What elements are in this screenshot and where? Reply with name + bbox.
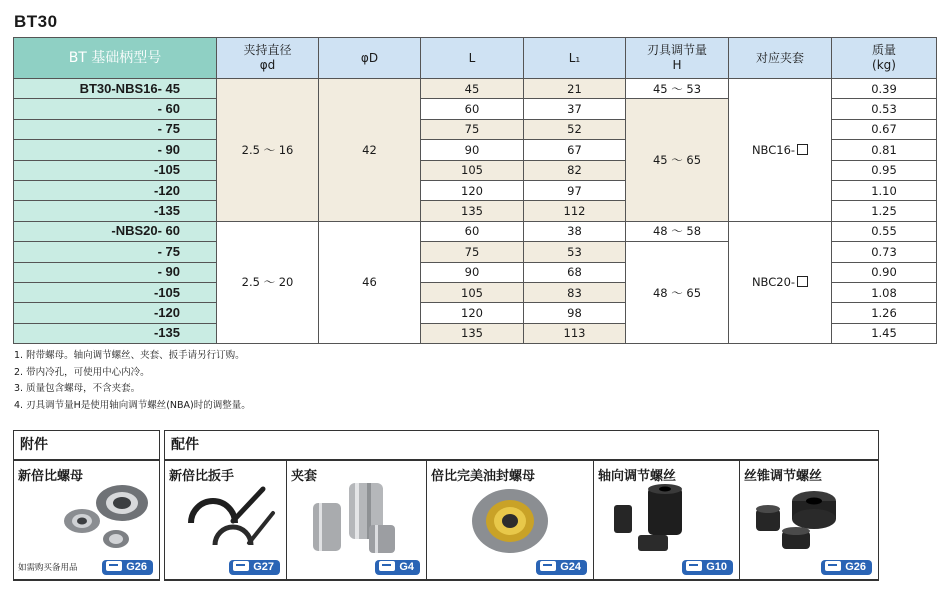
pointing-hand-icon bbox=[106, 561, 122, 571]
L1-cell: 82 bbox=[524, 160, 626, 180]
L-cell: 120 bbox=[421, 180, 524, 200]
mass-cell: 0.90 bbox=[832, 262, 937, 282]
L-cell: 60 bbox=[421, 99, 524, 119]
header-adjust-label: 刃具调节量 bbox=[646, 43, 707, 57]
L-cell: 135 bbox=[421, 201, 524, 221]
clamp-dia-cell: 2.5 〜 16 bbox=[217, 79, 319, 222]
model-cell: -105 bbox=[14, 282, 217, 302]
spare-part-note: 如需购买备用品 bbox=[18, 563, 78, 573]
notes bbox=[14, 348, 251, 414]
ref-badge[interactable] bbox=[102, 560, 153, 575]
header-L: L bbox=[421, 38, 524, 79]
adjust-cell: 45 〜 65 bbox=[626, 99, 729, 221]
model-cell: -135 bbox=[14, 201, 217, 221]
L-cell: 105 bbox=[421, 160, 524, 180]
L-cell: 105 bbox=[421, 282, 524, 302]
mass-cell: 0.73 bbox=[832, 242, 937, 262]
mass-cell: 0.53 bbox=[832, 99, 937, 119]
ref-badge[interactable] bbox=[536, 560, 587, 575]
pointing-hand-icon bbox=[825, 561, 841, 571]
pointing-hand-icon bbox=[540, 561, 556, 571]
mass-cell: 1.26 bbox=[832, 303, 937, 323]
attachments-heading: 附件 bbox=[14, 431, 159, 460]
ref-badge[interactable] bbox=[229, 560, 280, 575]
L1-cell: 38 bbox=[524, 221, 626, 241]
accessories-heading: 配件 bbox=[165, 431, 878, 460]
ref-badge-label: G4 bbox=[399, 561, 414, 573]
ref-badge-label: G10 bbox=[706, 561, 727, 573]
mass-cell: 0.39 bbox=[832, 79, 937, 99]
header-phiD: φD bbox=[319, 38, 421, 79]
L-cell: 45 bbox=[421, 79, 524, 99]
model-cell: - 90 bbox=[14, 262, 217, 282]
collet-label: NBC16- bbox=[751, 142, 796, 157]
header-clamp-dia bbox=[217, 38, 319, 79]
ref-badge-label: G27 bbox=[253, 561, 274, 573]
collet-label: NBC20- bbox=[751, 275, 796, 290]
accessory-item-wrench[interactable] bbox=[164, 460, 287, 580]
accessory-label: 新倍比扳手 bbox=[169, 469, 235, 484]
accessory-label: 丝锥调节螺丝 bbox=[744, 469, 823, 484]
header-mass-unit: (kg) bbox=[872, 58, 896, 72]
accessory-label: 倍比完美油封螺母 bbox=[431, 469, 536, 484]
mass-cell: 0.95 bbox=[832, 160, 937, 180]
L1-cell: 21 bbox=[524, 79, 626, 99]
wrench-image bbox=[171, 483, 281, 555]
attachment-item-label: 新倍比螺母 bbox=[18, 469, 84, 484]
pointing-hand-icon bbox=[379, 561, 395, 571]
L1-cell: 83 bbox=[524, 282, 626, 302]
header-adjust bbox=[626, 38, 729, 79]
model-cell: -135 bbox=[14, 323, 217, 343]
note-2: 2. 带内冷孔，可使用中心内冷。 bbox=[14, 366, 150, 378]
model-cell: -120 bbox=[14, 303, 217, 323]
nut-image bbox=[54, 481, 154, 551]
accessory-item-tap-screw[interactable] bbox=[739, 460, 879, 580]
mass-cell: 1.10 bbox=[832, 180, 937, 200]
header-mass-label: 质量 bbox=[871, 43, 896, 57]
ref-badge[interactable] bbox=[682, 560, 733, 575]
L1-cell: 113 bbox=[524, 323, 626, 343]
ref-badge[interactable] bbox=[375, 560, 420, 575]
mass-cell: 0.81 bbox=[832, 140, 937, 160]
model-cell: - 75 bbox=[14, 119, 217, 139]
pointing-hand-icon bbox=[686, 561, 702, 571]
accessory-item-axial-screw[interactable] bbox=[593, 460, 740, 580]
collet-cell bbox=[729, 79, 832, 222]
header-collet: 对应夹套 bbox=[729, 38, 832, 79]
adjust-cell: 45 〜 53 bbox=[626, 79, 729, 99]
L-cell: 90 bbox=[421, 262, 524, 282]
attachment-item[interactable] bbox=[13, 460, 160, 580]
table-row bbox=[14, 79, 937, 99]
note-3: 3. 质量包含螺母，不含夹套。 bbox=[14, 383, 141, 394]
L1-cell: 97 bbox=[524, 180, 626, 200]
square-icon bbox=[797, 276, 808, 287]
mass-cell: 1.45 bbox=[832, 323, 937, 343]
model-cell: - 75 bbox=[14, 242, 217, 262]
accessory-item-collet[interactable] bbox=[286, 460, 427, 580]
table-header-row bbox=[14, 38, 937, 79]
page-title: BT30 bbox=[14, 12, 58, 31]
adjust-cell: 48 〜 58 bbox=[626, 221, 729, 241]
ref-badge-label: G24 bbox=[560, 561, 581, 573]
header-mass bbox=[832, 38, 937, 79]
model-cell: - 90 bbox=[14, 140, 217, 160]
spec-table bbox=[13, 37, 937, 344]
header-model: BT 基础柄型号 bbox=[14, 38, 217, 79]
ref-badge[interactable] bbox=[821, 560, 872, 575]
table-row bbox=[14, 221, 937, 241]
L1-cell: 67 bbox=[524, 140, 626, 160]
L1-cell: 52 bbox=[524, 119, 626, 139]
model-cell: -NBS20- 60 bbox=[14, 221, 217, 241]
header-clamp-dia-symbol: φd bbox=[259, 58, 276, 72]
collet-image bbox=[309, 481, 409, 557]
accessory-label: 夹套 bbox=[291, 469, 318, 484]
mass-cell: 1.25 bbox=[832, 201, 937, 221]
accessory-item-seal-nut[interactable] bbox=[426, 460, 594, 580]
header-adjust-symbol: H bbox=[672, 58, 682, 72]
L-cell: 75 bbox=[421, 242, 524, 262]
header-clamp-dia-label: 夹持直径 bbox=[243, 43, 292, 57]
L-cell: 60 bbox=[421, 221, 524, 241]
seal-nut-image bbox=[465, 483, 555, 557]
L1-cell: 112 bbox=[524, 201, 626, 221]
L1-cell: 98 bbox=[524, 303, 626, 323]
collet-cell bbox=[729, 221, 832, 343]
ref-badge-label: G26 bbox=[126, 561, 147, 573]
square-icon bbox=[797, 144, 808, 155]
model-cell: BT30-NBS16- 45 bbox=[14, 79, 217, 99]
axial-screw-image bbox=[610, 483, 720, 559]
note-1: 1. 附带螺母。轴向调节螺丝、夹套、扳手请另行订购。 bbox=[14, 350, 245, 361]
L1-cell: 68 bbox=[524, 262, 626, 282]
adjust-cell: 48 〜 65 bbox=[626, 242, 729, 344]
mass-cell: 0.67 bbox=[832, 119, 937, 139]
clamp-dia-cell: 2.5 〜 20 bbox=[217, 221, 319, 343]
L1-cell: 37 bbox=[524, 99, 626, 119]
L1-cell: 53 bbox=[524, 242, 626, 262]
mass-cell: 1.08 bbox=[832, 282, 937, 302]
accessory-label: 轴向调节螺丝 bbox=[598, 469, 677, 484]
L-cell: 120 bbox=[421, 303, 524, 323]
phiD-cell: 46 bbox=[319, 221, 421, 343]
phiD-cell: 42 bbox=[319, 79, 421, 222]
L-cell: 75 bbox=[421, 119, 524, 139]
L-cell: 135 bbox=[421, 323, 524, 343]
model-cell: -105 bbox=[14, 160, 217, 180]
ref-badge-label: G26 bbox=[845, 561, 866, 573]
model-cell: - 60 bbox=[14, 99, 217, 119]
model-cell: -120 bbox=[14, 180, 217, 200]
header-L1: L₁ bbox=[524, 38, 626, 79]
tap-screw-image bbox=[752, 483, 862, 559]
L-cell: 90 bbox=[421, 140, 524, 160]
note-4: 4. 刃具调节量H是使用轴向调节螺丝(NBA)时的调整量。 bbox=[14, 399, 251, 411]
pointing-hand-icon bbox=[233, 561, 249, 571]
mass-cell: 0.55 bbox=[832, 221, 937, 241]
